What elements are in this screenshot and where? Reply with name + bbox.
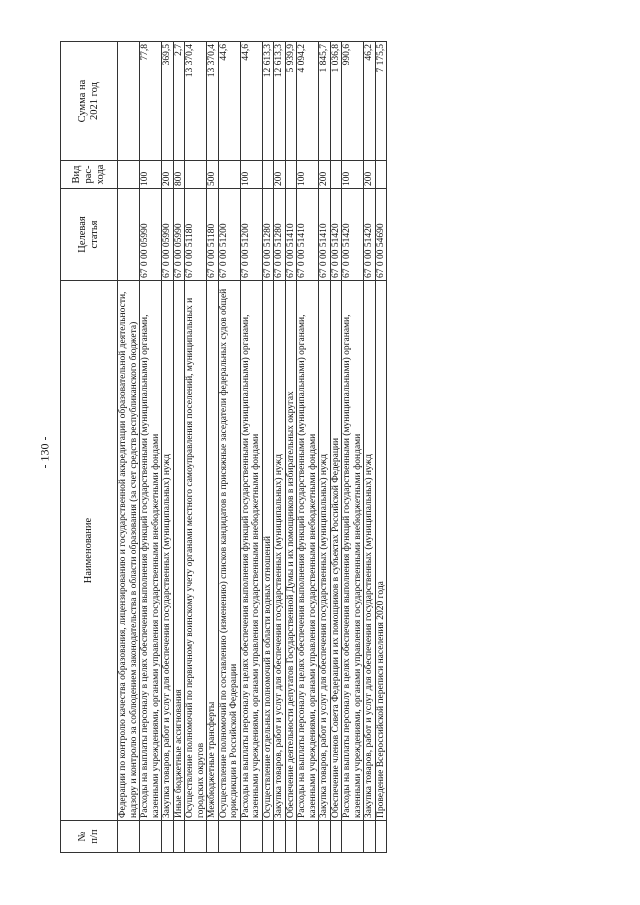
cell-num (140, 821, 162, 853)
rotated-table-wrap (60, 42, 575, 853)
cell-num (342, 821, 364, 853)
table-row (274, 42, 286, 853)
table-row (140, 42, 162, 853)
cell-expense-type: 200 (364, 161, 376, 189)
cell-num (364, 821, 376, 853)
table-row (185, 42, 207, 853)
table-row (218, 42, 240, 853)
cell-article: 67 0 00 51420 (364, 189, 376, 281)
cell-sum (118, 42, 140, 161)
cell-expense-type (185, 161, 207, 189)
cell-sum: 990,6 (342, 42, 364, 161)
cell-article: 67 0 00 51420 (342, 189, 364, 281)
table-row (240, 42, 262, 853)
header-article: Целевая статья (61, 189, 118, 281)
header-num: № п/п (61, 821, 118, 853)
cell-sum: 13 370,4 (185, 42, 207, 161)
table-row (173, 42, 185, 853)
cell-expense-type: 100 (240, 161, 262, 189)
header-sum: Сумма на 2021 год (61, 42, 118, 161)
cell-sum: 13 370,4 (207, 42, 219, 161)
budget-table (60, 41, 387, 853)
cell-name: Обеспечение деятельности депутатов Государственной Думы и их помощников в избирательных округах (285, 281, 297, 821)
cell-expense-type: 200 (319, 161, 331, 189)
cell-expense-type (262, 161, 274, 189)
cell-expense-type: 100 (342, 161, 364, 189)
cell-num (185, 821, 207, 853)
table-row (207, 42, 219, 853)
cell-name: Федерации по контролю качества образования, лицензированию и государственной аккредитации образовательной деятельности, надзору и контролю за соблюдением законодательства в области образования (за счет средств республиканского бюджета) (118, 281, 140, 821)
cell-name: Расходы на выплаты персоналу в целях обеспечения выполнения функций государственными (муниципальными) органами, казенными учреждениями, органами управления государственными внебюджетными фондами (297, 281, 319, 821)
cell-sum: 4 094,2 (297, 42, 319, 161)
cell-article: 67 0 00 51180 (185, 189, 207, 281)
cell-article: 67 0 00 51280 (274, 189, 286, 281)
cell-name: Закупка товаров, работ и услуг для обеспечения государственных (муниципальных) нужд (162, 281, 174, 821)
table-row (285, 42, 297, 853)
cell-article: 67 0 00 51410 (297, 189, 319, 281)
cell-expense-type: 800 (173, 161, 185, 189)
cell-article: 67 0 00 51200 (240, 189, 262, 281)
cell-expense-type (218, 161, 240, 189)
cell-sum: 44,6 (240, 42, 262, 161)
cell-num (240, 821, 262, 853)
table-header-row (61, 42, 118, 853)
cell-name: Расходы на выплаты персоналу в целях обеспечения выполнения функций государственными (муниципальными) органами, казенными учреждениями, органами управления государственными внебюджетными фондами (140, 281, 162, 821)
cell-sum: 46,2 (364, 42, 376, 161)
cell-article: 67 0 00 51180 (207, 189, 219, 281)
table-row (375, 42, 387, 853)
table-row (162, 42, 174, 853)
cell-expense-type: 200 (162, 161, 174, 189)
table-row (297, 42, 319, 853)
cell-name: Межбюджетные трансферты (207, 281, 219, 821)
cell-article: 67 0 00 51200 (218, 189, 240, 281)
cell-name: Закупка товаров, работ и услуг для обеспечения государственных (муниципальных) нужд (364, 281, 376, 821)
cell-num (162, 821, 174, 853)
cell-expense-type: 100 (140, 161, 162, 189)
cell-num (285, 821, 297, 853)
cell-name: Осуществление полномочий по составлению (изменению) списков кандидатов в присяжные заседатели федеральных судов общей юрисдикции в Российской Федерации (218, 281, 240, 821)
cell-num (375, 821, 387, 853)
cell-article: 67 0 00 51410 (319, 189, 331, 281)
table-row (330, 42, 342, 853)
header-name: Наименование (61, 281, 118, 821)
header-expense-type: Вид рас- хода (61, 161, 118, 189)
cell-article: 67 0 00 54690 (375, 189, 387, 281)
table-row (118, 42, 140, 853)
cell-num (262, 821, 274, 853)
cell-expense-type: 200 (274, 161, 286, 189)
cell-num (218, 821, 240, 853)
cell-expense-type (118, 161, 140, 189)
cell-sum: 369,5 (162, 42, 174, 161)
table-row (319, 42, 331, 853)
cell-article (118, 189, 140, 281)
cell-sum: 2,7 (173, 42, 185, 161)
cell-sum: 77,8 (140, 42, 162, 161)
cell-expense-type (330, 161, 342, 189)
cell-num (297, 821, 319, 853)
cell-sum: 5 939,9 (285, 42, 297, 161)
table-row (262, 42, 274, 853)
cell-name: Проведение Всероссийской переписи населения 2020 года (375, 281, 387, 821)
cell-expense-type (285, 161, 297, 189)
cell-num (274, 821, 286, 853)
document-page (60, 42, 575, 853)
cell-num (118, 821, 140, 853)
cell-article: 67 0 00 51410 (285, 189, 297, 281)
cell-article: 67 0 00 51280 (262, 189, 274, 281)
cell-expense-type: 500 (207, 161, 219, 189)
cell-sum: 44,6 (218, 42, 240, 161)
cell-sum: 7 175,5 (375, 42, 387, 161)
cell-name: Закупка товаров, работ и услуг для обеспечения государственных (муниципальных) нужд (274, 281, 286, 821)
table-row (342, 42, 364, 853)
cell-num (330, 821, 342, 853)
cell-expense-type: 100 (297, 161, 319, 189)
table-row (364, 42, 376, 853)
cell-num (207, 821, 219, 853)
cell-name: Обеспечение членов Совета Федерации и их помощников в субъектах Российской Федерации (330, 281, 342, 821)
cell-num (173, 821, 185, 853)
cell-num (319, 821, 331, 853)
cell-sum: 1 845,7 (319, 42, 331, 161)
cell-sum: 1 036,8 (330, 42, 342, 161)
cell-article: 67 0 00 05990 (173, 189, 185, 281)
cell-article: 67 0 00 51420 (330, 189, 342, 281)
cell-name: Закупка товаров, работ и услуг для обеспечения государственных (муниципальных) нужд (319, 281, 331, 821)
page-number: - 130 - (37, 436, 52, 468)
cell-article: 67 0 00 05990 (140, 189, 162, 281)
cell-sum: 12 613,3 (274, 42, 286, 161)
cell-sum: 12 613,3 (262, 42, 274, 161)
table-body (118, 42, 387, 853)
cell-name: Расходы на выплаты персоналу в целях обеспечения выполнения функций государственными (муниципальными) органами, казенными учреждениями, органами управления государственными внебюджетными фондами (240, 281, 262, 821)
cell-article: 67 0 00 05990 (162, 189, 174, 281)
cell-name: Расходы на выплаты персоналу в целях обеспечения выполнения функций государственными (муниципальными) органами, казенными учреждениями, органами управления государственными внебюджетными фондами (342, 281, 364, 821)
cell-name: Осуществление полномочий по первичному воинскому учету органами местного самоуправления поселений, муниципальных и городских округов (185, 281, 207, 821)
cell-name: Осуществление отдельных полномочий в области водных отношений (262, 281, 274, 821)
cell-name: Иные бюджетные ассигнования (173, 281, 185, 821)
cell-expense-type (375, 161, 387, 189)
